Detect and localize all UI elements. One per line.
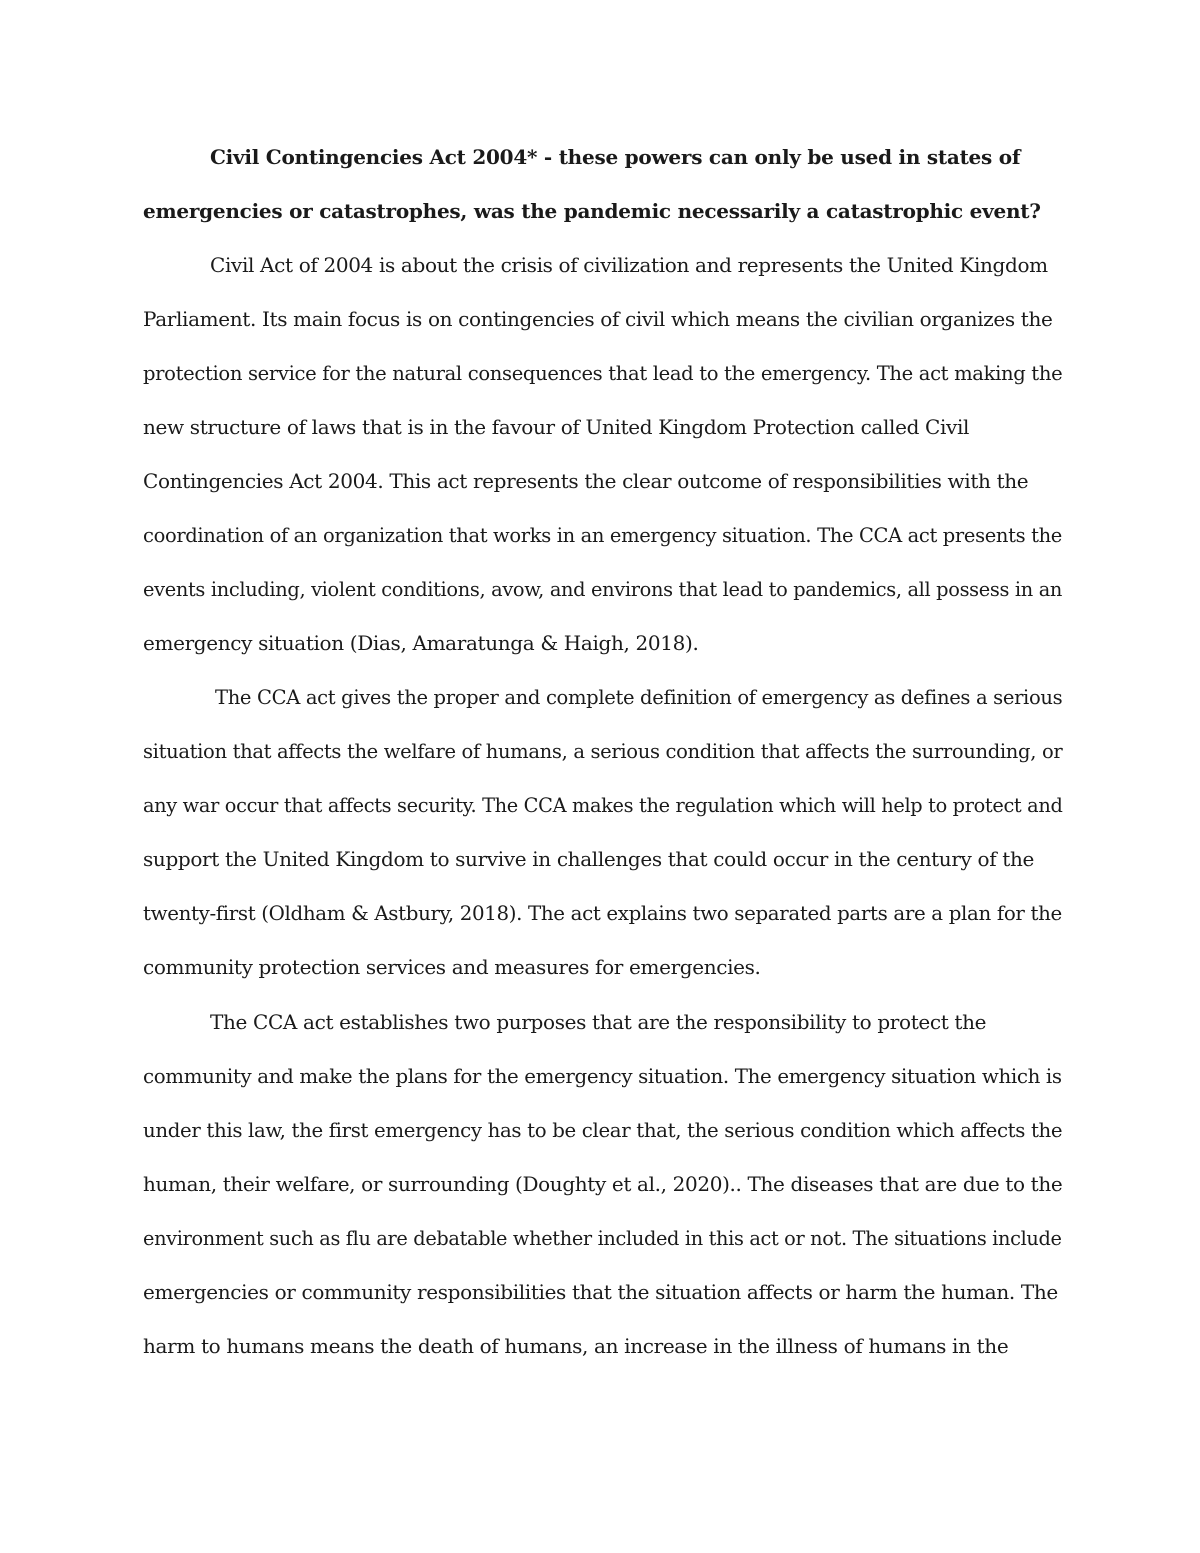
paragraph-2-line-4: support the United Kingdom to survive in challenges that could occur in the century of the xyxy=(143,847,1034,871)
paragraph-1-line-3: protection service for the natural consequences that lead to the emergency. The act making the xyxy=(143,361,1063,385)
paragraph-3-line-5: environment such as flu are debatable whether included in this act or not. The situations include xyxy=(143,1226,1062,1250)
paragraph-3-line-7: harm to humans means the death of humans, an increase in the illness of humans in the xyxy=(143,1334,1009,1358)
paragraph-2-line-5: twenty-first (Oldham & Astbury, 2018). The act explains two separated parts are a plan for the xyxy=(143,901,1062,925)
paragraph-3-line-3: under this law, the first emergency has to be clear that, the serious condition which affects the xyxy=(143,1118,1063,1142)
paragraph-1-line-5: Contingencies Act 2004. This act represents the clear outcome of responsibilities with the xyxy=(143,469,1029,493)
document-title-line-2: emergencies or catastrophes, was the pandemic necessarily a catastrophic event? xyxy=(143,199,1041,223)
paragraph-3-line-2: community and make the plans for the emergency situation. The emergency situation which is xyxy=(143,1064,1062,1088)
paragraph-3-line-6: emergencies or community responsibilities that the situation affects or harm the human. The xyxy=(143,1280,1058,1304)
paragraph-1-line-7: events including, violent conditions, avow, and environs that lead to pandemics, all possess in an xyxy=(143,577,1063,601)
paragraph-1-line-8: emergency situation (Dias, Amaratunga & Haigh, 2018). xyxy=(143,631,699,655)
paragraph-1-line-6: coordination of an organization that works in an emergency situation. The CCA act presents the xyxy=(143,523,1062,547)
paragraph-1-line-4: new structure of laws that is in the favour of United Kingdom Protection called Civil xyxy=(143,415,970,439)
paragraph-3-line-1: The CCA act establishes two purposes that are the responsibility to protect the xyxy=(210,1010,987,1034)
paragraph-2-line-2: situation that affects the welfare of humans, a serious condition that affects the surrounding, or xyxy=(143,739,1063,763)
paragraph-1-line-1: Civil Act of 2004 is about the crisis of civilization and represents the United Kingdom xyxy=(210,253,1048,277)
paragraph-2-line-3: any war occur that affects security. The CCA makes the regulation which will help to protect and xyxy=(143,793,1063,817)
paragraph-2-line-1: The CCA act gives the proper and complete definition of emergency as defines a serious xyxy=(215,685,1063,709)
paragraph-2-line-6: community protection services and measures for emergencies. xyxy=(143,955,761,979)
paragraph-1-line-2: Parliament. Its main focus is on contingencies of civil which means the civilian organizes the xyxy=(143,307,1053,331)
paragraph-3-line-4: human, their welfare, or surrounding (Doughty et al., 2020).. The diseases that are due to the xyxy=(143,1172,1063,1196)
document-title-line-1: Civil Contingencies Act 2004* - these powers can only be used in states of xyxy=(210,145,1021,169)
